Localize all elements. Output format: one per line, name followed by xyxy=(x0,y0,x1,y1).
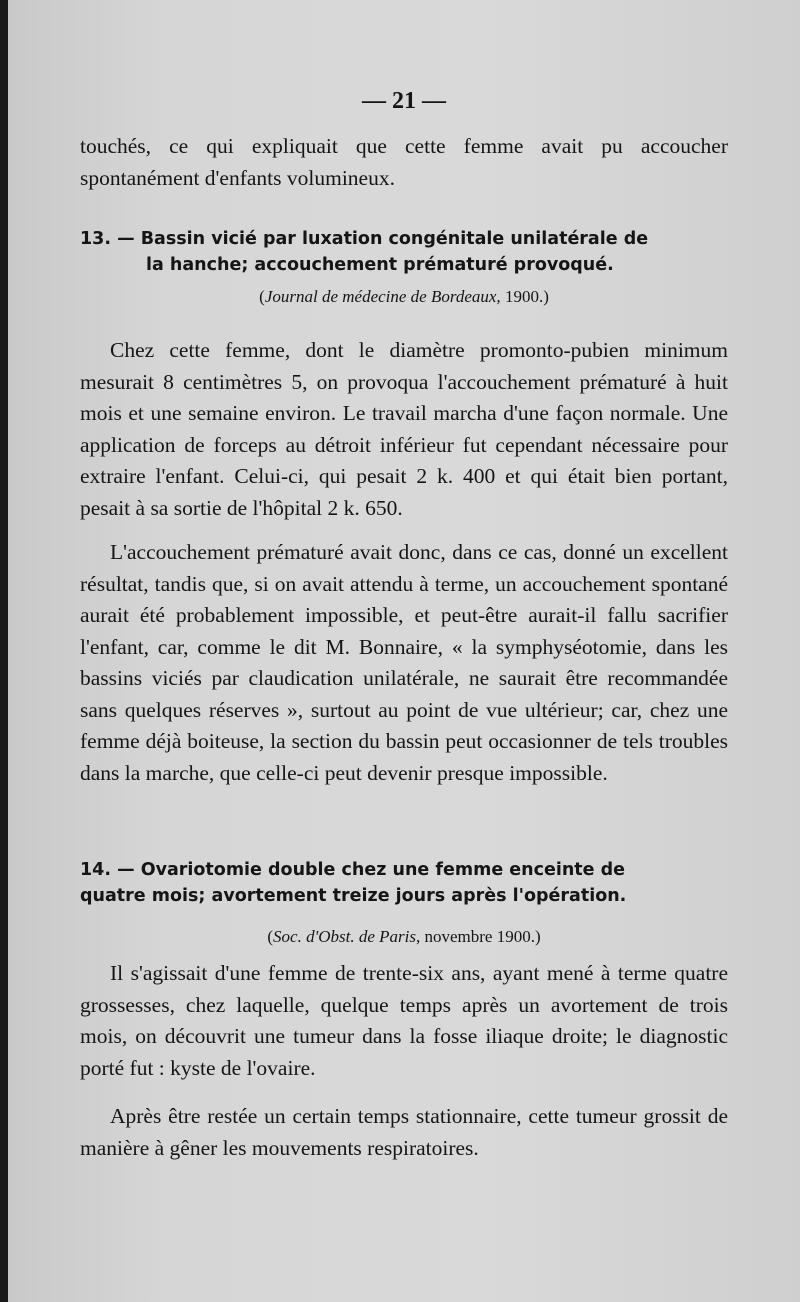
section-13-number: 13. — xyxy=(80,229,135,249)
paragraph-case-14-continued: Après être restée un certain temps stationnaire, cette tumeur grossit de manière à gêner les mouvements respiratoires. xyxy=(80,1104,728,1160)
source-paren: ( xyxy=(259,287,265,306)
paragraph-case-14: Il s'agissait d'une femme de trente-six ans, ayant mené à terme quatre grossesses, chez laquelle, quelque temps après un avortement de trois mois, on découvrit une tumeur dans la fosse iliaque droite; le diagnostic porté fut : kyste de l'ovaire. xyxy=(80,961,728,1080)
section-14-number: 14. — xyxy=(80,860,135,880)
book-page xyxy=(8,0,800,1302)
section-13-title-line2: la hanche; accouchement prématuré provoqué. xyxy=(146,255,614,275)
section-14-journal: Soc. d'Obst. de Paris, xyxy=(273,927,421,946)
section-14-title-line1: Ovariotomie double chez une femme enceinte de xyxy=(140,860,626,880)
paragraph-case-13: Chez cette femme, dont le diamètre promonto-pubien minimum mesurait 8 centimètres 5, on provoqua l'accouchement prématuré à huit mois et une semaine environ. Le travail marcha d'une façon normale. Une application de forceps au détroit inférieur fut cependant nécessaire pour extraire l'enfant. Celui-ci, qui pesait 2 k. 400 et qui était bien portant, pesait à sa sortie de l'hôpital 2 k. 650. xyxy=(80,338,728,520)
paragraph-case-13-discussion: L'accouchement prématuré avait donc, dans ce cas, donné un excellent résultat, tandis que, si on avait attendu à terme, un accouchement spontané aurait été probablement impossible, et peut-être aurait-il fallu sacrifier l'enfant, car, comme le dit M. Bonnaire, « la symphyséotomie, dans les bassins viciés par claudication unilatérale, ne saurait être recommandée sans quelques réserves », surtout au point de vue ultérieur; car, chez une femme déjà boiteuse, la section du bassin peut occasionner de tels troubles dans la marche, que celle-ci peut devenir presque impossible. xyxy=(80,540,728,785)
section-14-heading xyxy=(80,857,730,909)
section-13-heading xyxy=(80,226,730,278)
section-13-journal: Journal de médecine de Bordeaux, xyxy=(264,287,501,306)
section-13-title-line1: Bassin vicié par luxation congénitale unilatérale de xyxy=(140,229,649,249)
source-paren: ( xyxy=(267,927,274,946)
section-13-source xyxy=(8,287,800,307)
section-14-source xyxy=(8,927,800,947)
section-13-year: 1900.) xyxy=(504,287,549,306)
paragraph-continuation: touchés, ce qui expliquait que cette femme avait pu accoucher spontanément d'enfants volumineux. xyxy=(80,134,728,190)
section-14-title-line2: quatre mois; avortement treize jours après l'opération. xyxy=(80,886,627,906)
page-number: — 21 — xyxy=(362,88,446,114)
section-14-date: novembre 1900.) xyxy=(424,927,541,946)
